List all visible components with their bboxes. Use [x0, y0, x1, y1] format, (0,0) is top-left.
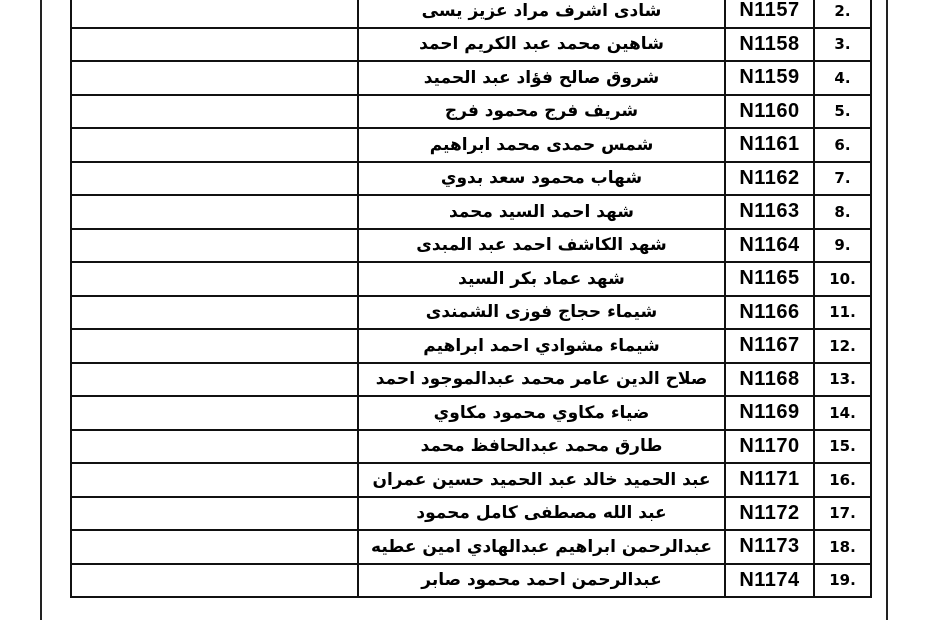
table-row [71, 363, 871, 397]
row-number-cell: .12 [814, 329, 871, 363]
row-number-cell: .15 [814, 430, 871, 464]
student-code-cell: N1174 [725, 564, 814, 598]
student-roster-table [70, 0, 872, 598]
student-name-cell: شهد الكاشف احمد عبد المبدى [358, 229, 725, 263]
table-row [71, 61, 871, 95]
blank-cell [71, 463, 358, 497]
student-code-cell: N1157 [725, 0, 814, 28]
student-code-cell: N1173 [725, 530, 814, 564]
page-border-left [40, 0, 42, 620]
table-row [71, 195, 871, 229]
row-number-cell: .18 [814, 530, 871, 564]
student-name-cell: شيماء حجاج فوزى الشمندى [358, 296, 725, 330]
table-row [71, 95, 871, 129]
table-row [71, 262, 871, 296]
student-code-cell: N1172 [725, 497, 814, 531]
row-number-cell: .9 [814, 229, 871, 263]
student-code-cell: N1158 [725, 28, 814, 62]
row-number-cell: .11 [814, 296, 871, 330]
table-row [71, 463, 871, 497]
table-row [71, 430, 871, 464]
row-number-cell: .10 [814, 262, 871, 296]
student-code-cell: N1161 [725, 128, 814, 162]
table-row [71, 497, 871, 531]
student-code-cell: N1165 [725, 262, 814, 296]
row-number-cell: .17 [814, 497, 871, 531]
blank-cell [71, 564, 358, 598]
blank-cell [71, 162, 358, 196]
student-name-cell: ضياء مكاوي محمود مكاوي [358, 396, 725, 430]
row-number-cell: .16 [814, 463, 871, 497]
blank-cell [71, 95, 358, 129]
table-row [71, 0, 871, 28]
student-code-cell: N1159 [725, 61, 814, 95]
row-number-cell: .3 [814, 28, 871, 62]
student-code-cell: N1168 [725, 363, 814, 397]
student-name-cell: شهد احمد السيد محمد [358, 195, 725, 229]
student-name-cell: شاهين محمد عبد الكريم احمد [358, 28, 725, 62]
student-code-cell: N1169 [725, 396, 814, 430]
student-code-cell: N1166 [725, 296, 814, 330]
student-name-cell: شيماء مشوادي احمد ابراهيم [358, 329, 725, 363]
table-row [71, 530, 871, 564]
blank-cell [71, 195, 358, 229]
table-row [71, 162, 871, 196]
student-code-cell: N1167 [725, 329, 814, 363]
blank-cell [71, 396, 358, 430]
row-number-cell: .4 [814, 61, 871, 95]
student-name-cell: صلاح الدين عامر محمد عبدالموجود احمد [358, 363, 725, 397]
student-code-cell: N1170 [725, 430, 814, 464]
table-row [71, 564, 871, 598]
blank-cell [71, 28, 358, 62]
table-row [71, 28, 871, 62]
blank-cell [71, 296, 358, 330]
page-border-right [886, 0, 888, 620]
student-code-cell: N1160 [725, 95, 814, 129]
table-row [71, 128, 871, 162]
student-name-cell: عبد الحميد خالد عبد الحميد حسين عمران [358, 463, 725, 497]
table-row [71, 329, 871, 363]
blank-cell [71, 0, 358, 28]
student-name-cell: شروق صالح فؤاد عبد الحميد [358, 61, 725, 95]
blank-cell [71, 262, 358, 296]
student-code-cell: N1164 [725, 229, 814, 263]
blank-cell [71, 430, 358, 464]
student-code-cell: N1171 [725, 463, 814, 497]
blank-cell [71, 530, 358, 564]
row-number-cell: .14 [814, 396, 871, 430]
student-name-cell: شهاب محمود سعد بدوي [358, 162, 725, 196]
row-number-cell: .8 [814, 195, 871, 229]
student-name-cell: شهد عماد بكر السيد [358, 262, 725, 296]
row-number-cell: .19 [814, 564, 871, 598]
blank-cell [71, 329, 358, 363]
student-name-cell: عبدالرحمن ابراهيم عبدالهادي امين عطيه [358, 530, 725, 564]
student-name-cell: شريف فرج محمود فرج [358, 95, 725, 129]
blank-cell [71, 61, 358, 95]
student-name-cell: طارق محمد عبدالحافظ محمد [358, 430, 725, 464]
table-row [71, 229, 871, 263]
student-name-cell: عبدالرحمن احمد محمود صابر [358, 564, 725, 598]
blank-cell [71, 363, 358, 397]
blank-cell [71, 229, 358, 263]
blank-cell [71, 128, 358, 162]
blank-cell [71, 497, 358, 531]
student-code-cell: N1162 [725, 162, 814, 196]
student-code-cell: N1163 [725, 195, 814, 229]
table-row [71, 396, 871, 430]
row-number-cell: .2 [814, 0, 871, 28]
roster-body [71, 0, 871, 597]
table-row [71, 296, 871, 330]
student-name-cell: شمس حمدى محمد ابراهيم [358, 128, 725, 162]
row-number-cell: .13 [814, 363, 871, 397]
row-number-cell: .5 [814, 95, 871, 129]
row-number-cell: .7 [814, 162, 871, 196]
student-name-cell: شادى اشرف مراد عزيز يسى [358, 0, 725, 28]
student-name-cell: عبد الله مصطفى كامل محمود [358, 497, 725, 531]
row-number-cell: .6 [814, 128, 871, 162]
